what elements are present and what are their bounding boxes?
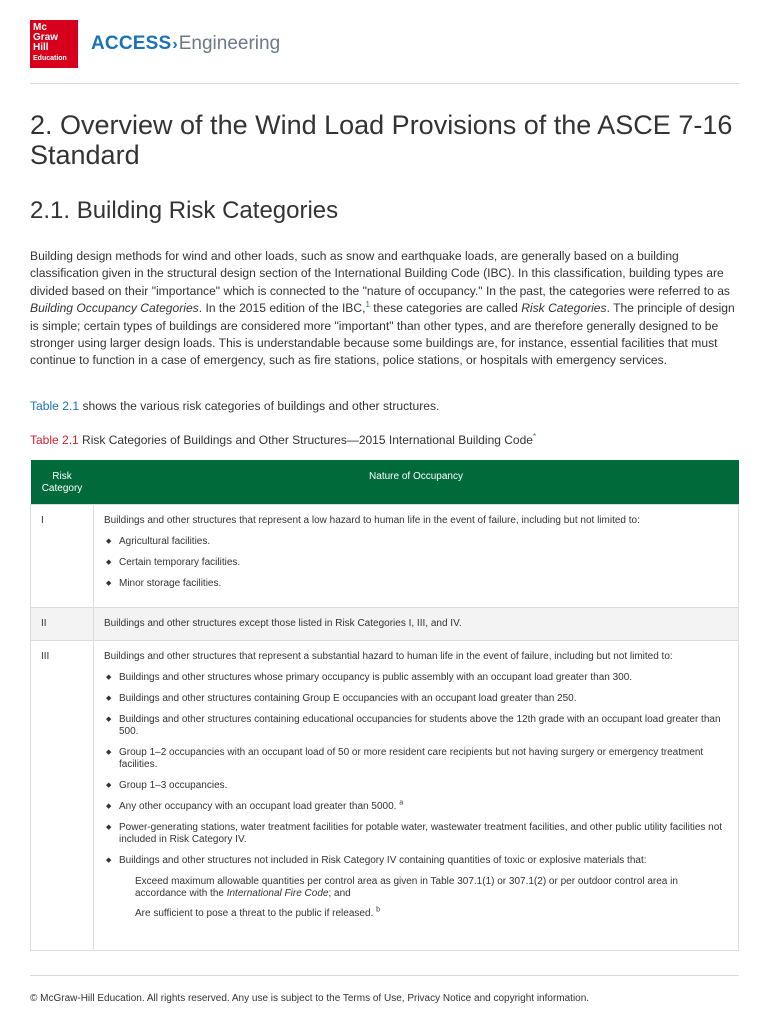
paragraph-text: . The principle of design is simple; certain types of buildings are considered more "important" than other types, and are therefore generally designed to be stronger using larger design loads. This is understandable because some buildings are, for instance, essential facilities that must continue to function in a case of emergency, such as fire stations, police stations, or hospitals with emergency services. <box>30 301 735 368</box>
list-item: ◆ Buildings and other structures containing Group E occupancies with an occupant load greater than 250. <box>104 693 728 705</box>
list-item-text: Any other occupancy with an occupant load greater than 5000. <box>119 800 397 812</box>
occupancy-cell: Buildings and other structures except those listed in Risk Categories I, III, and IV. <box>94 607 739 640</box>
intro-paragraph <box>30 248 739 370</box>
occupancy-list <box>104 536 728 590</box>
occupancy-intro: Buildings and other structures that represent a low hazard to human life in the event of failure, including but not limited to: <box>104 514 640 526</box>
list-item: ◆ Buildings and other structures whose primary occupancy is public assembly with an occupant load greater than 300. <box>104 672 728 684</box>
footer-divider <box>30 975 739 976</box>
section-title: 2.1. Building Risk Categories <box>30 197 339 224</box>
table-caption-label[interactable]: Table 2.1 <box>30 433 79 447</box>
table-note-marker[interactable]: b <box>376 906 380 914</box>
copyright-footer: © McGraw-Hill Education. All rights reserved. Any use is subject to the Terms of Use, Privacy Notice and copyright information. <box>30 993 590 1004</box>
table-link[interactable]: Table 2.1 <box>30 399 80 413</box>
chevron-right-icon: › <box>172 36 178 53</box>
paragraph-text: these categories are called <box>369 301 522 316</box>
table-reference-paragraph <box>30 398 739 415</box>
list-item: ◆ Buildings and other structures not included in Risk Category IV containing quantities of toxic or explosive materials that: <box>104 855 728 867</box>
footnote-link[interactable]: 1 <box>365 300 370 310</box>
paragraph-text: Building design methods for wind and other loads, such as snow and earthquake loads, are generally based on a building classification given in the structural design section of the International Building Code (IBC). In this classification, building types are divided based on their "importance" which is connected to the "nature of occupancy." In the past, the categories were referred to as <box>30 249 730 298</box>
page-header <box>30 20 739 84</box>
table-caption-text: Risk Categories of Buildings and Other Structures—2015 International Building Code <box>78 433 533 447</box>
paragraph-text: shows the various risk categories of buildings and other structures. <box>79 399 440 413</box>
list-item: ◆ Power-generating stations, water treatment facilities for potable water, wastewater treatment facilities, and other public utility facilities not included in Risk Category IV. <box>104 822 728 846</box>
occupancy-cell <box>94 504 739 607</box>
sub-condition-text: ; and <box>328 887 351 899</box>
list-item: ◆ Group 1–2 occupancies with an occupant load of 50 or more resident care recipients but not having surgery or emergency treatment facilities. <box>104 747 728 771</box>
list-item: ◆ Agricultural facilities. <box>104 536 728 548</box>
access-engineering-logo[interactable] <box>91 33 280 55</box>
page-title: 2. Overview of the Wind Load Provisions of the ASCE 7-16 Standard <box>30 110 733 170</box>
category-cell: I <box>31 504 94 607</box>
occupancy-cell <box>94 640 739 950</box>
header-risk-category <box>31 460 94 504</box>
sub-conditions <box>104 876 728 920</box>
logo-line: Mc <box>33 22 47 33</box>
table-row <box>31 504 739 607</box>
paragraph-italic: Risk Categories <box>521 301 607 316</box>
logo-line: Hill <box>33 42 49 53</box>
caption-note-link[interactable]: * <box>532 432 537 441</box>
sub-condition-text: Are sufficient to pose a threat to the public if released. <box>135 907 374 919</box>
list-item: ◆ Group 1–3 occupancies. <box>104 780 728 792</box>
occupancy-intro: Buildings and other structures that represent a substantial hazard to human life in the event of failure, including but not limited to: <box>104 650 673 662</box>
sub-condition-text: Exceed maximum allowable quantities per control area as given in Table 307.1(1) or 307.1(2) or per outdoor control area in accordance with the <box>135 875 678 899</box>
table-row <box>31 607 739 640</box>
sub-condition-italic: International Fire Code <box>226 887 329 899</box>
category-cell: II <box>31 607 94 640</box>
list-item <box>104 801 728 813</box>
mcgraw-hill-logo[interactable] <box>30 20 78 68</box>
paragraph-italic: Building Occupancy Categories <box>30 301 199 316</box>
sub-condition <box>135 876 728 900</box>
table-note-marker[interactable]: a <box>399 799 404 807</box>
table-caption <box>30 433 739 447</box>
list-item: ◆ Minor storage facilities. <box>104 578 728 590</box>
logo-line: Graw <box>33 32 59 43</box>
logo-engineering-text: Engineering <box>178 33 281 54</box>
paragraph-text: . In the 2015 edition of the IBC, <box>198 301 366 316</box>
header-text: Risk Category <box>41 471 83 494</box>
sub-condition <box>135 908 728 920</box>
risk-category-table <box>30 460 739 951</box>
logo-line: Education <box>33 55 67 62</box>
category-cell: III <box>31 640 94 950</box>
list-item: ◆ Certain temporary facilities. <box>104 557 728 569</box>
table-header-row <box>31 460 739 504</box>
list-item: ◆ Buildings and other structures containing educational occupancies for students above the 12th grade with an occupant load greater than 500. <box>104 714 728 738</box>
table-row <box>31 640 739 950</box>
occupancy-list <box>104 672 728 867</box>
logo-access-text: ACCESS <box>91 33 172 54</box>
header-nature-of-occupancy: Nature of Occupancy <box>94 460 739 504</box>
